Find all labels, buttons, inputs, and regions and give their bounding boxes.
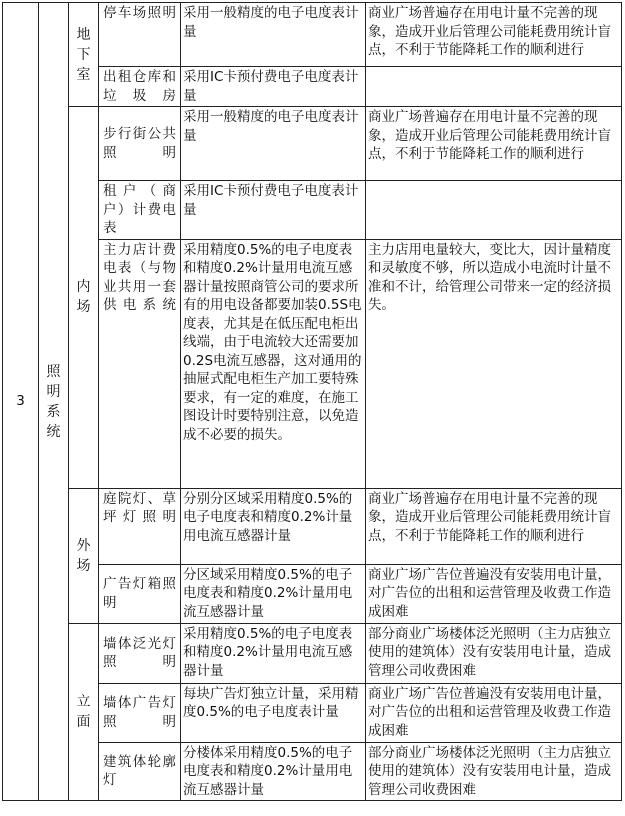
item-cell: 停车场照明 [99, 3, 181, 67]
item-cell: 建筑体轮廓灯 [99, 742, 181, 801]
item-cell: 步行街公共照明 [99, 107, 181, 181]
method-cell: 采用一般精度的电子电度表计量 [181, 107, 366, 181]
group-cell-outdoor [69, 488, 99, 623]
system-label: 照明系统 [46, 363, 61, 440]
group-label: 内场 [76, 279, 91, 316]
issue-cell [366, 67, 622, 107]
item-cell: 主力店计费电表（与物业共用一套供电系统 [99, 239, 181, 488]
group-label: 外场 [76, 537, 91, 574]
group-label: 立面 [76, 693, 91, 730]
issue-cell [366, 181, 622, 240]
method-cell: 分别分区域采用精度0.5%的电子电度表和精度0.2%计量用电流互感器计量 [181, 488, 366, 564]
issue-cell: 商业广场普遍存在用电计量不完善的现象，造成开业后管理公司能耗费用统计盲点，不利于节能降耗工作的顺利进行 [366, 488, 622, 564]
issue-cell: 部分商业广场楼体泛光照明（主力店独立使用的建筑体）没有安装用电计量，造成管理公司收费困难 [366, 623, 622, 683]
item-cell: 出租仓库和垃圾房 [99, 67, 181, 107]
method-cell: 采用精度0.5%的电子电度表和精度0.2%计量用电流互感器计量 [181, 623, 366, 683]
issue-cell: 商业广场广告位普遍没有安装用电计量，对广告位的出租和运营管理及收费工作造成困难 [366, 683, 622, 742]
item-cell: 庭院灯、草坪灯照明 [99, 488, 181, 564]
item-cell: 租户（商户）计费电表 [99, 181, 181, 240]
system-cell [39, 3, 69, 801]
method-cell: 采用IC卡预付费电子电度表计量 [181, 181, 366, 240]
issue-cell: 商业广场普遍存在用电计量不完善的现象，造成开业后管理公司能耗费用统计盲点，不利于节能降耗工作的顺利进行 [366, 3, 622, 67]
group-label: 地下室 [76, 26, 91, 83]
lighting-metering-table [2, 2, 622, 801]
method-cell: 分楼体采用精度0.5%的电子电度表和精度0.2%计量用电流互感器计量 [181, 742, 366, 801]
method-cell: 分区域采用精度0.5%的电子电度表和精度0.2%计量用电流互感器计量 [181, 564, 366, 623]
method-cell: 每块广告灯独立计量，采用精度0.5%的电子电度表计量 [181, 683, 366, 742]
method-cell: 采用精度0.5%的电子电度表和精度0.2%计量用电流互感器计量按照商管公司的要求所有的用电设备都要加装0.5S电度表，尤其是在低压配电柜出线端，由于电流较大还需要加0.2S电流互感器，这对通用的抽屉式配电柜生产加工要特殊要求，有一定的难度，在施工图设计时要特别注意，以免造成不必要的损失。 [181, 239, 366, 488]
item-cell: 墙体广告灯照明 [99, 683, 181, 742]
group-cell-inner [69, 107, 99, 489]
method-cell: 采用一般精度的电子电度表计量 [181, 3, 366, 67]
group-cell-facade [69, 623, 99, 801]
group-cell-basement [69, 3, 99, 107]
issue-cell: 商业广场普遍存在用电计量不完善的现象，造成开业后管理公司能耗费用统计盲点，不利于节能降耗工作的顺利进行 [366, 107, 622, 181]
issue-cell: 主力店用电量较大，变比大，因计量精度和灵敏度不够，所以造成小电流时计量不准和不计，给管理公司带来一定的经济损失。 [366, 239, 622, 488]
item-cell: 墙体泛光灯照明 [99, 623, 181, 683]
item-cell: 广告灯箱照明 [99, 564, 181, 623]
issue-cell: 部分商业广场楼体泛光照明（主力店独立使用的建筑体）没有安装用电计量，造成管理公司收费困难 [366, 742, 622, 801]
method-cell: 采用IC卡预付费电子电度表计量 [181, 67, 366, 107]
row-number: 3 [3, 3, 39, 801]
issue-cell: 商业广场广告位普遍没有安装用电计量，对广告位的出租和运营管理及收费工作造成困难 [366, 564, 622, 623]
